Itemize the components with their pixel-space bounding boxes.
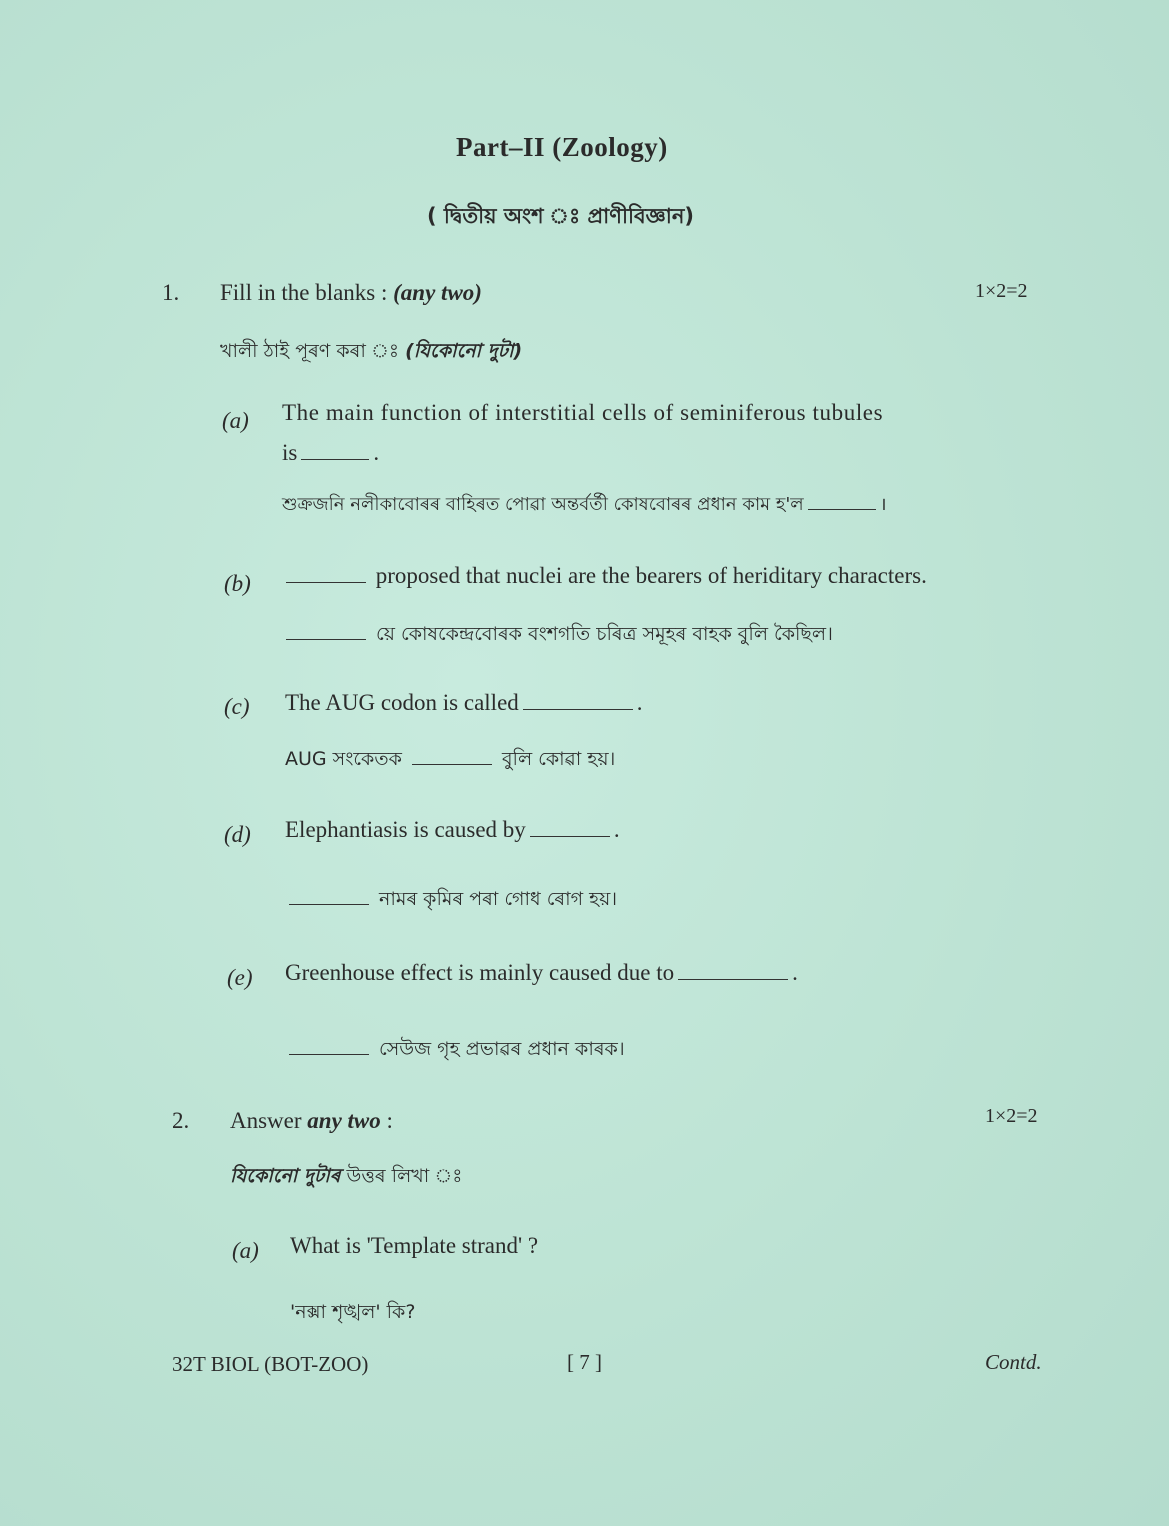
- q1b-en: [282, 563, 927, 589]
- q2-instruction-en-em: any two: [307, 1108, 381, 1133]
- q1d-en: [285, 817, 620, 843]
- q1e-as-blank: [289, 1053, 369, 1055]
- q2a-as: 'নক্সা শৃঙ্খল' কি?: [290, 1301, 416, 1323]
- q2-instruction-en-end: :: [386, 1108, 393, 1133]
- q1-instruction-as-em: (যিকোনো দুটা): [405, 340, 523, 362]
- q1d-as-text: নামৰ কৃমিৰ পৰা গোধ ৰোগ হয়।: [379, 888, 618, 910]
- q1c-as-blank: [412, 763, 492, 765]
- q1-marks: 1×2=2: [975, 280, 1028, 302]
- q2a-en: What is 'Template strand' ?: [290, 1233, 539, 1258]
- q1d-en-end: .: [613, 817, 620, 842]
- q1c-blank: [523, 708, 633, 710]
- q1a-as: [282, 490, 887, 521]
- q1d-as: [285, 885, 617, 917]
- page-number: [ 7 ]: [567, 1350, 602, 1374]
- q1a-as-text: শুক্ৰজনি নলীকাবোৰৰ বাহিৰত পোৱা অন্তৰ্বৰ্তী কোষবোৰৰ প্ৰধান কাম হ'ল: [282, 494, 804, 515]
- q1b-blank: [286, 581, 366, 583]
- q1e-label: (e): [227, 965, 253, 990]
- q1a-as-blank: [808, 508, 876, 510]
- page-title: Part–II (Zoology): [456, 132, 668, 162]
- q1c-as: [285, 745, 615, 777]
- q1c-en-text: The AUG codon is called: [285, 690, 519, 715]
- q1e-en-end: .: [792, 960, 798, 985]
- paper-code: 32T BIOL (BOT-ZOO): [172, 1352, 369, 1376]
- q2-marks: 1×2=2: [985, 1105, 1038, 1127]
- q1c-as-post: বুলি কোৱা হয়।: [501, 748, 616, 770]
- q1b-as-blank: [286, 638, 366, 640]
- q1e-en-text: Greenhouse effect is mainly caused due to: [285, 960, 675, 985]
- q1-instruction-en-em: (any two): [393, 280, 482, 305]
- q2-instruction-en-text: Answer: [230, 1108, 302, 1133]
- q1-number: 1.: [162, 280, 180, 305]
- q2-number: 2.: [172, 1108, 190, 1133]
- q1e-as-text: সেউজ গৃহ প্ৰভাৱৰ প্ৰধান কাৰক।: [379, 1038, 625, 1060]
- q1b-as: [282, 620, 833, 652]
- q2-instruction-as: [230, 1162, 462, 1194]
- q1b-label: (b): [224, 571, 251, 596]
- q1c-en: [285, 690, 643, 716]
- q1a-en-line1: The main function of interstitial cells of seminiferous tubules: [282, 400, 884, 425]
- q1e-en: [285, 960, 798, 986]
- q2-instruction-en: [230, 1108, 393, 1134]
- q1c-en-end: .: [636, 690, 643, 715]
- q2a-label: (a): [232, 1238, 259, 1263]
- q1-instruction-en-text: Fill in the blanks :: [220, 280, 388, 305]
- q1-instruction-as-text: খালী ঠাই পূৰণ কৰা ঃ: [220, 340, 400, 362]
- q1c-label: (c): [224, 694, 250, 719]
- q1d-as-blank: [289, 903, 369, 905]
- q1b-as-text: য়ে কোষকেন্দ্ৰবোৰক বংশগতি চৰিত্ৰ সমূহৰ বাহক বুলি কৈছিল।: [376, 623, 833, 645]
- q2-instruction-as-text: উত্তৰ লিখা ঃ: [346, 1165, 463, 1187]
- q1a-en-line2: [282, 440, 379, 466]
- q1-instruction-as: [220, 337, 522, 369]
- q1-instruction-en: [220, 280, 482, 306]
- q1a-en-end: .: [373, 440, 380, 465]
- q1d-label: (d): [224, 822, 251, 847]
- q1a-label: (a): [222, 408, 249, 433]
- q1a-en-is: is: [282, 440, 298, 465]
- q1a-blank: [301, 458, 369, 460]
- q1c-as-pre: AUG সংকেতক: [285, 748, 402, 770]
- q1b-en-text: proposed that nuclei are the bearers of heriditary characters.: [375, 563, 927, 588]
- q1d-blank: [530, 835, 610, 837]
- continued-label: Contd.: [985, 1350, 1042, 1374]
- q1e-as: [285, 1035, 625, 1067]
- q2-instruction-as-em: যিকোনো দুটাৰ: [230, 1165, 341, 1187]
- q1a-as-end: ।: [879, 494, 887, 515]
- q1e-blank: [678, 978, 788, 980]
- page-subtitle: ( দ্বিতীয় অংশ ঃ প্ৰাণীবিজ্ঞান): [427, 204, 694, 228]
- q1d-en-text: Elephantiasis is caused by: [285, 817, 526, 842]
